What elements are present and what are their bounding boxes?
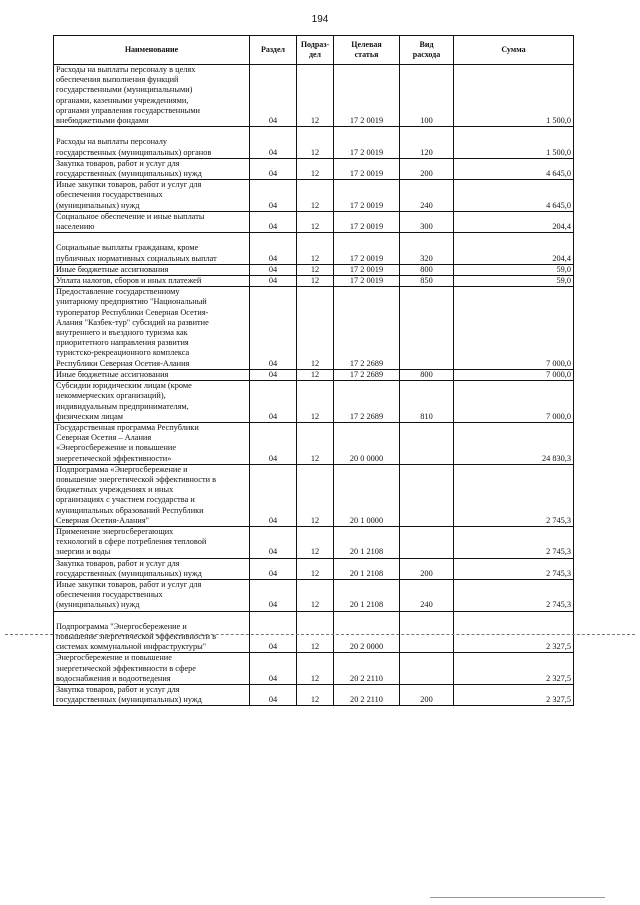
row-amount: 7 000,0 (454, 287, 574, 370)
header-subsection-line: Подраз- (300, 40, 330, 49)
row-name-line: Алания "Казбек-тур" субсидий на развитие (56, 317, 209, 327)
table-row (54, 233, 574, 265)
row-section: 04 (250, 233, 297, 265)
row-name-line: некоммерческих организаций), (56, 391, 166, 401)
row-name (54, 264, 250, 275)
row-section: 04 (250, 180, 297, 212)
row-expense-type (400, 653, 454, 685)
table-row (54, 211, 574, 232)
table-row (54, 381, 574, 423)
table-row (54, 127, 574, 159)
row-target: 20 1 2108 (334, 579, 400, 611)
row-name (54, 684, 250, 705)
row-name-line: системах коммунальной инфраструктуры" (56, 642, 207, 652)
row-name (54, 558, 250, 579)
row-target: 17 2 0019 (334, 264, 400, 275)
header-subsection (297, 36, 334, 65)
row-name (54, 579, 250, 611)
row-amount: 2 327,5 (454, 653, 574, 685)
table-row (54, 369, 574, 380)
row-name-line: Подпрограмма "Энергосбережение и (56, 621, 187, 631)
row-name-line: государственных (муниципальных) органов (56, 147, 212, 157)
row-amount: 4 645,0 (454, 180, 574, 212)
row-subsection: 12 (297, 369, 334, 380)
row-name-line: Субсидии юридическим лицам (кроме (56, 381, 192, 391)
row-subsection: 12 (297, 579, 334, 611)
table-row (54, 276, 574, 287)
row-name (54, 381, 250, 423)
table-row (54, 287, 574, 370)
header-expense-type-line: расхода (412, 50, 441, 59)
row-name-line: Иные закупки товаров, работ и услуг для (56, 579, 202, 589)
row-subsection: 12 (297, 611, 334, 653)
header-target-line: Целевая (351, 40, 382, 49)
table-row (54, 579, 574, 611)
row-target: 17 2 0019 (334, 127, 400, 159)
row-name-line: обеспечения государственных (56, 590, 163, 600)
row-target: 20 1 2108 (334, 526, 400, 558)
row-name-line: энергии и воды (56, 547, 111, 557)
row-name (54, 422, 250, 464)
row-target: 17 2 0019 (334, 65, 400, 127)
row-amount: 2 327,5 (454, 684, 574, 705)
table-header-row (54, 36, 574, 65)
row-target: 20 1 0000 (334, 464, 400, 526)
row-amount: 204,4 (454, 211, 574, 232)
row-expense-type: 100 (400, 65, 454, 127)
row-target: 17 2 2689 (334, 287, 400, 370)
row-name-line: публичных нормативных социальных выплат (56, 253, 217, 263)
row-name-line: водоснабжения и водоотведения (56, 673, 171, 683)
row-expense-type: 800 (400, 369, 454, 380)
budget-table (53, 35, 574, 706)
row-section: 04 (250, 558, 297, 579)
row-name-line: государственными (муниципальными) (56, 85, 193, 95)
row-expense-type (400, 464, 454, 526)
row-name-line: (муниципальных) нужд (56, 600, 140, 610)
row-target: 17 2 2689 (334, 381, 400, 423)
row-amount: 24 830,3 (454, 422, 574, 464)
row-amount: 4 645,0 (454, 158, 574, 179)
row-target: 20 0 0000 (334, 422, 400, 464)
row-amount: 204,4 (454, 233, 574, 265)
row-expense-type: 810 (400, 381, 454, 423)
row-subsection: 12 (297, 276, 334, 287)
row-subsection: 12 (297, 526, 334, 558)
row-amount: 1 500,0 (454, 127, 574, 159)
table-row (54, 526, 574, 558)
table-row (54, 684, 574, 705)
bottom-rule (430, 897, 605, 898)
row-section: 04 (250, 526, 297, 558)
row-name-line: физическим лицам (56, 411, 124, 421)
header-target-line: статья (354, 50, 379, 59)
row-section: 04 (250, 369, 297, 380)
row-name-line: Применение энергосберегающих (56, 526, 174, 536)
row-name-line: энергетической эффективности» (56, 453, 172, 463)
row-name-line: Иные бюджетные ассигнования (56, 264, 169, 274)
row-section: 04 (250, 653, 297, 685)
row-section: 04 (250, 127, 297, 159)
header-section: Раздел (250, 36, 297, 65)
row-name-line: Предоставление государственному (56, 287, 180, 297)
row-expense-type: 240 (400, 180, 454, 212)
row-target: 20 2 2110 (334, 684, 400, 705)
row-section: 04 (250, 579, 297, 611)
row-subsection: 12 (297, 233, 334, 265)
row-name-line: муниципальных образований Республики (56, 505, 204, 515)
row-name-line: индивидуальным предпринимателям, (56, 401, 189, 411)
row-subsection: 12 (297, 264, 334, 275)
table-row (54, 464, 574, 526)
row-name-line: Социальное обеспечение и иные выплаты (56, 211, 205, 221)
header-subsection-line: дел (308, 50, 322, 59)
row-target: 17 2 2689 (334, 369, 400, 380)
page-cut-line (5, 634, 635, 635)
table-row (54, 264, 574, 275)
row-name-line: туроператор Республики Северная Осетия- (56, 307, 209, 317)
row-amount: 2 327,5 (454, 611, 574, 653)
row-expense-type: 240 (400, 579, 454, 611)
row-name-line: государственных (муниципальных) нужд (56, 169, 202, 179)
row-name (54, 464, 250, 526)
row-subsection: 12 (297, 158, 334, 179)
row-subsection: 12 (297, 211, 334, 232)
row-target: 17 2 0019 (334, 180, 400, 212)
row-subsection: 12 (297, 287, 334, 370)
row-name-line: Иные закупки товаров, работ и услуг для (56, 180, 202, 190)
row-name-line: Закупка товаров, работ и услуг для (56, 558, 180, 568)
row-name-line: бюджетных учреждениях и иных (56, 485, 174, 495)
row-name-line: унитарному предприятию "Национальный (56, 297, 207, 307)
header-name: Наименование (54, 36, 250, 65)
row-amount: 2 745,3 (454, 526, 574, 558)
row-name-line: Подпрограмма «Энергосбережение и (56, 464, 188, 474)
row-expense-type: 200 (400, 158, 454, 179)
row-amount: 7 000,0 (454, 369, 574, 380)
row-section: 04 (250, 287, 297, 370)
row-subsection: 12 (297, 127, 334, 159)
page-number: 194 (311, 14, 329, 25)
row-section: 04 (250, 464, 297, 526)
row-subsection: 12 (297, 180, 334, 212)
row-name-line: государственных (муниципальных) нужд (56, 568, 202, 578)
row-subsection: 12 (297, 558, 334, 579)
row-name-line: Энергосбережение и повышение (56, 653, 172, 663)
row-name-line: государственных (муниципальных) нужд (56, 695, 202, 705)
row-subsection: 12 (297, 684, 334, 705)
row-name-line: Расходы на выплаты персоналу в целях (56, 65, 196, 74)
header-target (334, 36, 400, 65)
table-row (54, 558, 574, 579)
row-amount: 2 745,3 (454, 464, 574, 526)
row-name-line: Иные бюджетные ассигнования (56, 369, 169, 379)
row-name-line: органами управления государственными (56, 105, 200, 115)
row-amount: 2 745,3 (454, 579, 574, 611)
row-expense-type: 850 (400, 276, 454, 287)
row-section: 04 (250, 264, 297, 275)
header-expense-type-line: Вид (419, 40, 434, 49)
row-name-line: повышение энергетической эффективности в (56, 474, 217, 484)
row-subsection: 12 (297, 422, 334, 464)
row-section: 04 (250, 158, 297, 179)
row-name-line: обеспечения выполнения функций (56, 75, 179, 85)
row-name (54, 611, 250, 653)
row-expense-type: 200 (400, 684, 454, 705)
row-target: 17 2 0019 (334, 211, 400, 232)
table-row (54, 611, 574, 653)
row-name-line: Расходы на выплаты персоналу (56, 137, 168, 147)
row-section: 04 (250, 211, 297, 232)
row-name-line: энергетической эффективности в сфере (56, 663, 196, 673)
row-expense-type (400, 526, 454, 558)
row-name-line: Государственная программа Республики (56, 422, 199, 432)
row-expense-type (400, 611, 454, 653)
row-name-line: организациях с участием государства и (56, 495, 195, 505)
row-name-line: Республики Северная Осетия-Алания (56, 358, 190, 368)
table-row (54, 158, 574, 179)
row-name-line: Закупка товаров, работ и услуг для (56, 684, 180, 694)
row-target: 20 1 2108 (334, 558, 400, 579)
row-name-line: обеспечения государственных (56, 190, 163, 200)
row-name-line: Социальные выплаты гражданам, кроме (56, 243, 199, 253)
row-name-line: повышение энергетической эффективности в (56, 631, 217, 641)
row-expense-type: 800 (400, 264, 454, 275)
row-name-line: Закупка товаров, работ и услуг для (56, 158, 180, 168)
row-target: 20 2 2110 (334, 653, 400, 685)
row-expense-type (400, 422, 454, 464)
row-name (54, 65, 250, 127)
row-name (54, 127, 250, 159)
row-name-line: (муниципальных) нужд (56, 200, 140, 210)
row-name-line: Северная Осетия-Алания" (56, 515, 150, 525)
row-name (54, 276, 250, 287)
row-amount: 59,0 (454, 264, 574, 275)
row-name-line: органами, казенными учреждениями, (56, 95, 189, 105)
table-row (54, 65, 574, 127)
row-expense-type: 200 (400, 558, 454, 579)
row-amount: 7 000,0 (454, 381, 574, 423)
row-expense-type (400, 287, 454, 370)
row-name (54, 180, 250, 212)
row-name-line: внебюджетными фондами (56, 116, 149, 126)
row-subsection: 12 (297, 65, 334, 127)
row-name (54, 211, 250, 232)
row-expense-type: 120 (400, 127, 454, 159)
row-name-line: приоритетного направления развития (56, 338, 189, 348)
row-expense-type: 300 (400, 211, 454, 232)
row-amount: 2 745,3 (454, 558, 574, 579)
row-name-line: Уплата налогов, сборов и иных платежей (56, 276, 202, 286)
row-section: 04 (250, 276, 297, 287)
row-subsection: 12 (297, 464, 334, 526)
row-name-line: «Энергосбережение и повышение (56, 443, 177, 453)
row-name-line: населению (56, 222, 95, 232)
row-section: 04 (250, 65, 297, 127)
row-name (54, 233, 250, 265)
row-section: 04 (250, 381, 297, 423)
row-section: 04 (250, 611, 297, 653)
row-subsection: 12 (297, 381, 334, 423)
row-target: 17 2 0019 (334, 276, 400, 287)
table-row (54, 422, 574, 464)
row-amount: 59,0 (454, 276, 574, 287)
row-name (54, 158, 250, 179)
row-target: 17 2 0019 (334, 233, 400, 265)
header-amount: Сумма (454, 36, 574, 65)
row-section: 04 (250, 684, 297, 705)
row-target: 17 2 0019 (334, 158, 400, 179)
row-subsection: 12 (297, 653, 334, 685)
row-name-line: Северная Осетия – Алания (56, 433, 152, 443)
row-name (54, 287, 250, 370)
row-amount: 1 500,0 (454, 65, 574, 127)
row-name (54, 369, 250, 380)
row-section: 04 (250, 422, 297, 464)
table-row (54, 180, 574, 212)
row-target: 20 2 0000 (334, 611, 400, 653)
row-name-line: внутреннего и въездного туризма как (56, 328, 188, 338)
row-name (54, 526, 250, 558)
header-expense-type (400, 36, 454, 65)
row-name (54, 653, 250, 685)
table-row (54, 653, 574, 685)
table-body (54, 65, 574, 706)
row-expense-type: 320 (400, 233, 454, 265)
row-name-line: технологий в сфере потребления тепловой (56, 537, 207, 547)
row-name-line: туристско-рекреационного комплекса (56, 348, 190, 358)
